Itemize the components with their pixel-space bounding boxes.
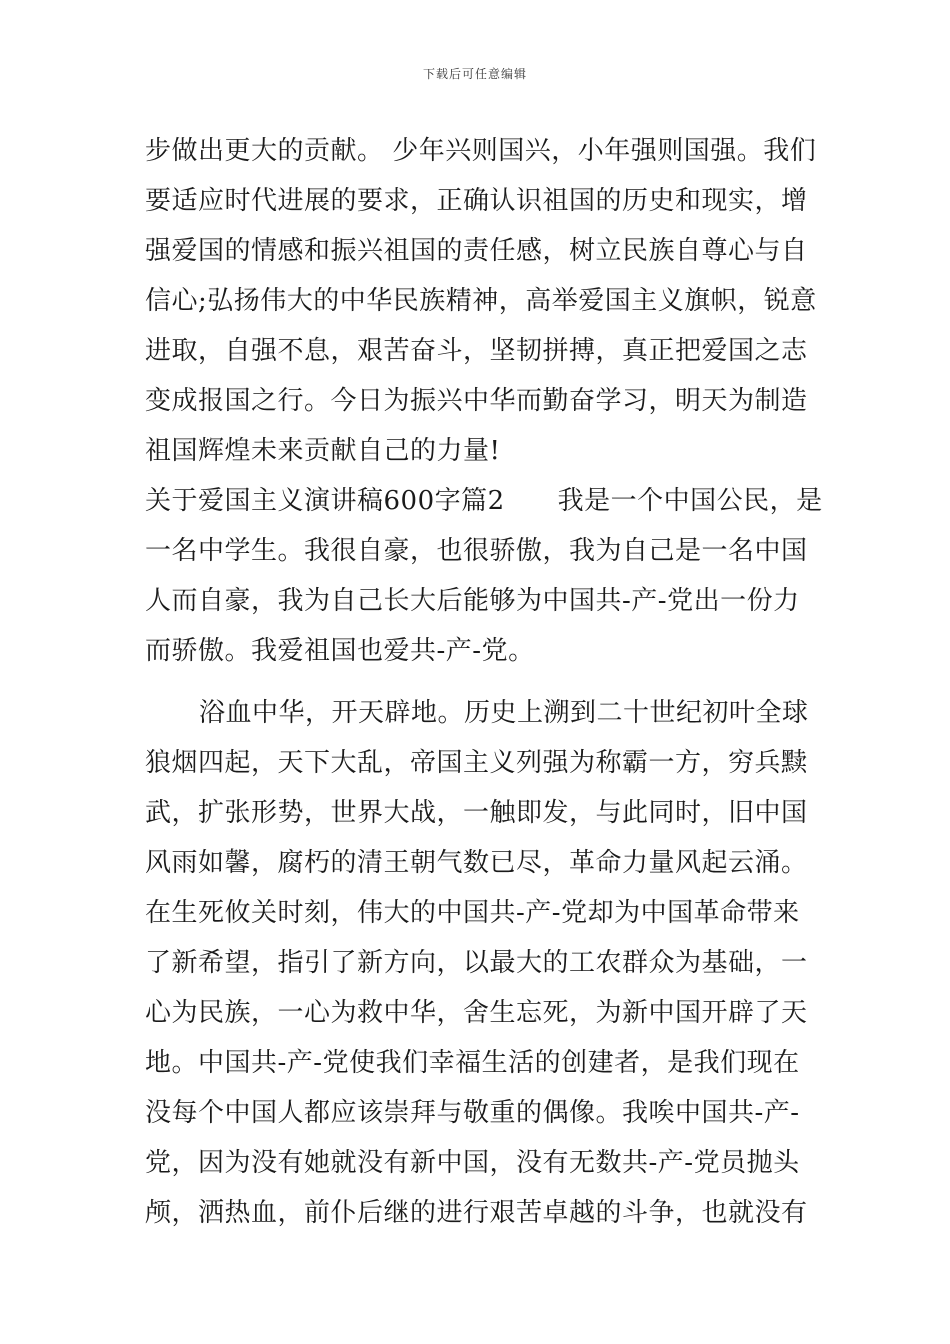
text-line: 而骄傲。我爱祖国也爱共-产-党。 [145, 636, 535, 666]
text-line: 信心;弘扬伟大的中华民族精神，高举爱国主义旗帜，锐意 [145, 286, 817, 316]
text-line: 变成报国之行。今日为振兴中华而勤奋学习，明天为制造 [145, 386, 808, 416]
text-line: 一名中学生。我很自豪，也很骄傲，我为自己是一名中国 [145, 536, 808, 566]
text-line: 地。中国共-产-党使我们幸福生活的创建者，是我们现在 [145, 1048, 800, 1078]
text-line: 没每个中国人都应该崇拜与敬重的偶像。我唉中国共-产- [145, 1098, 800, 1128]
text-line: 人而自豪，我为自己长大后能够为中国共-产-党出一份力 [145, 586, 800, 616]
text-line: 了新希望，指引了新方向，以最大的工农群众为基础，一 [145, 948, 808, 978]
section-heading-line: 关于爱国主义演讲稿600字篇2 我是一个中国公民，是 [145, 486, 823, 516]
paragraph [145, 126, 815, 476]
text-line: 进取，自强不息，艰苦奋斗，坚韧拼搏，真正把爱国之志 [145, 336, 808, 366]
text-line: 心为民族，一心为救中华，舍生忘死，为新中国开辟了天 [145, 998, 808, 1028]
text-line: 武，扩张形势，世界大战，一触即发，与此同时，旧中国 [145, 798, 808, 828]
text-line: 强爱国的情感和振兴祖国的责任感，树立民族自尊心与自 [145, 236, 808, 266]
text-line: 党，因为没有她就没有新中国，没有无数共-产-党员抛头 [145, 1148, 800, 1178]
text-line: 祖国辉煌未来贡献自己的力量! [145, 436, 501, 466]
paragraph [145, 476, 823, 676]
text-line: 浴血中华，开天辟地。历史上溯到二十世纪初叶全球 [199, 698, 809, 728]
page-header: 下载后可任意编辑 [422, 67, 527, 81]
paragraph [145, 688, 815, 1238]
text-line: 狼烟四起，天下大乱，帝国主义列强为称霸一方，穷兵黩 [145, 748, 808, 778]
text-line: 在生死攸关时刻，伟大的中国共-产-党却为中国革命带来 [145, 898, 800, 928]
text-line: 要适应时代进展的要求，正确认识祖国的历史和现实，增 [145, 186, 808, 216]
document-body [145, 126, 823, 1238]
text-line: 风雨如馨，腐朽的清王朝气数已尽，革命力量风起云涌。 [145, 848, 808, 878]
text-line: 步做出更大的贡献。 少年兴则国兴，小年强则国强。我们 [145, 136, 817, 166]
text-line: 颅，洒热血，前仆后继的进行艰苦卓越的斗争，也就没有 [145, 1198, 808, 1228]
